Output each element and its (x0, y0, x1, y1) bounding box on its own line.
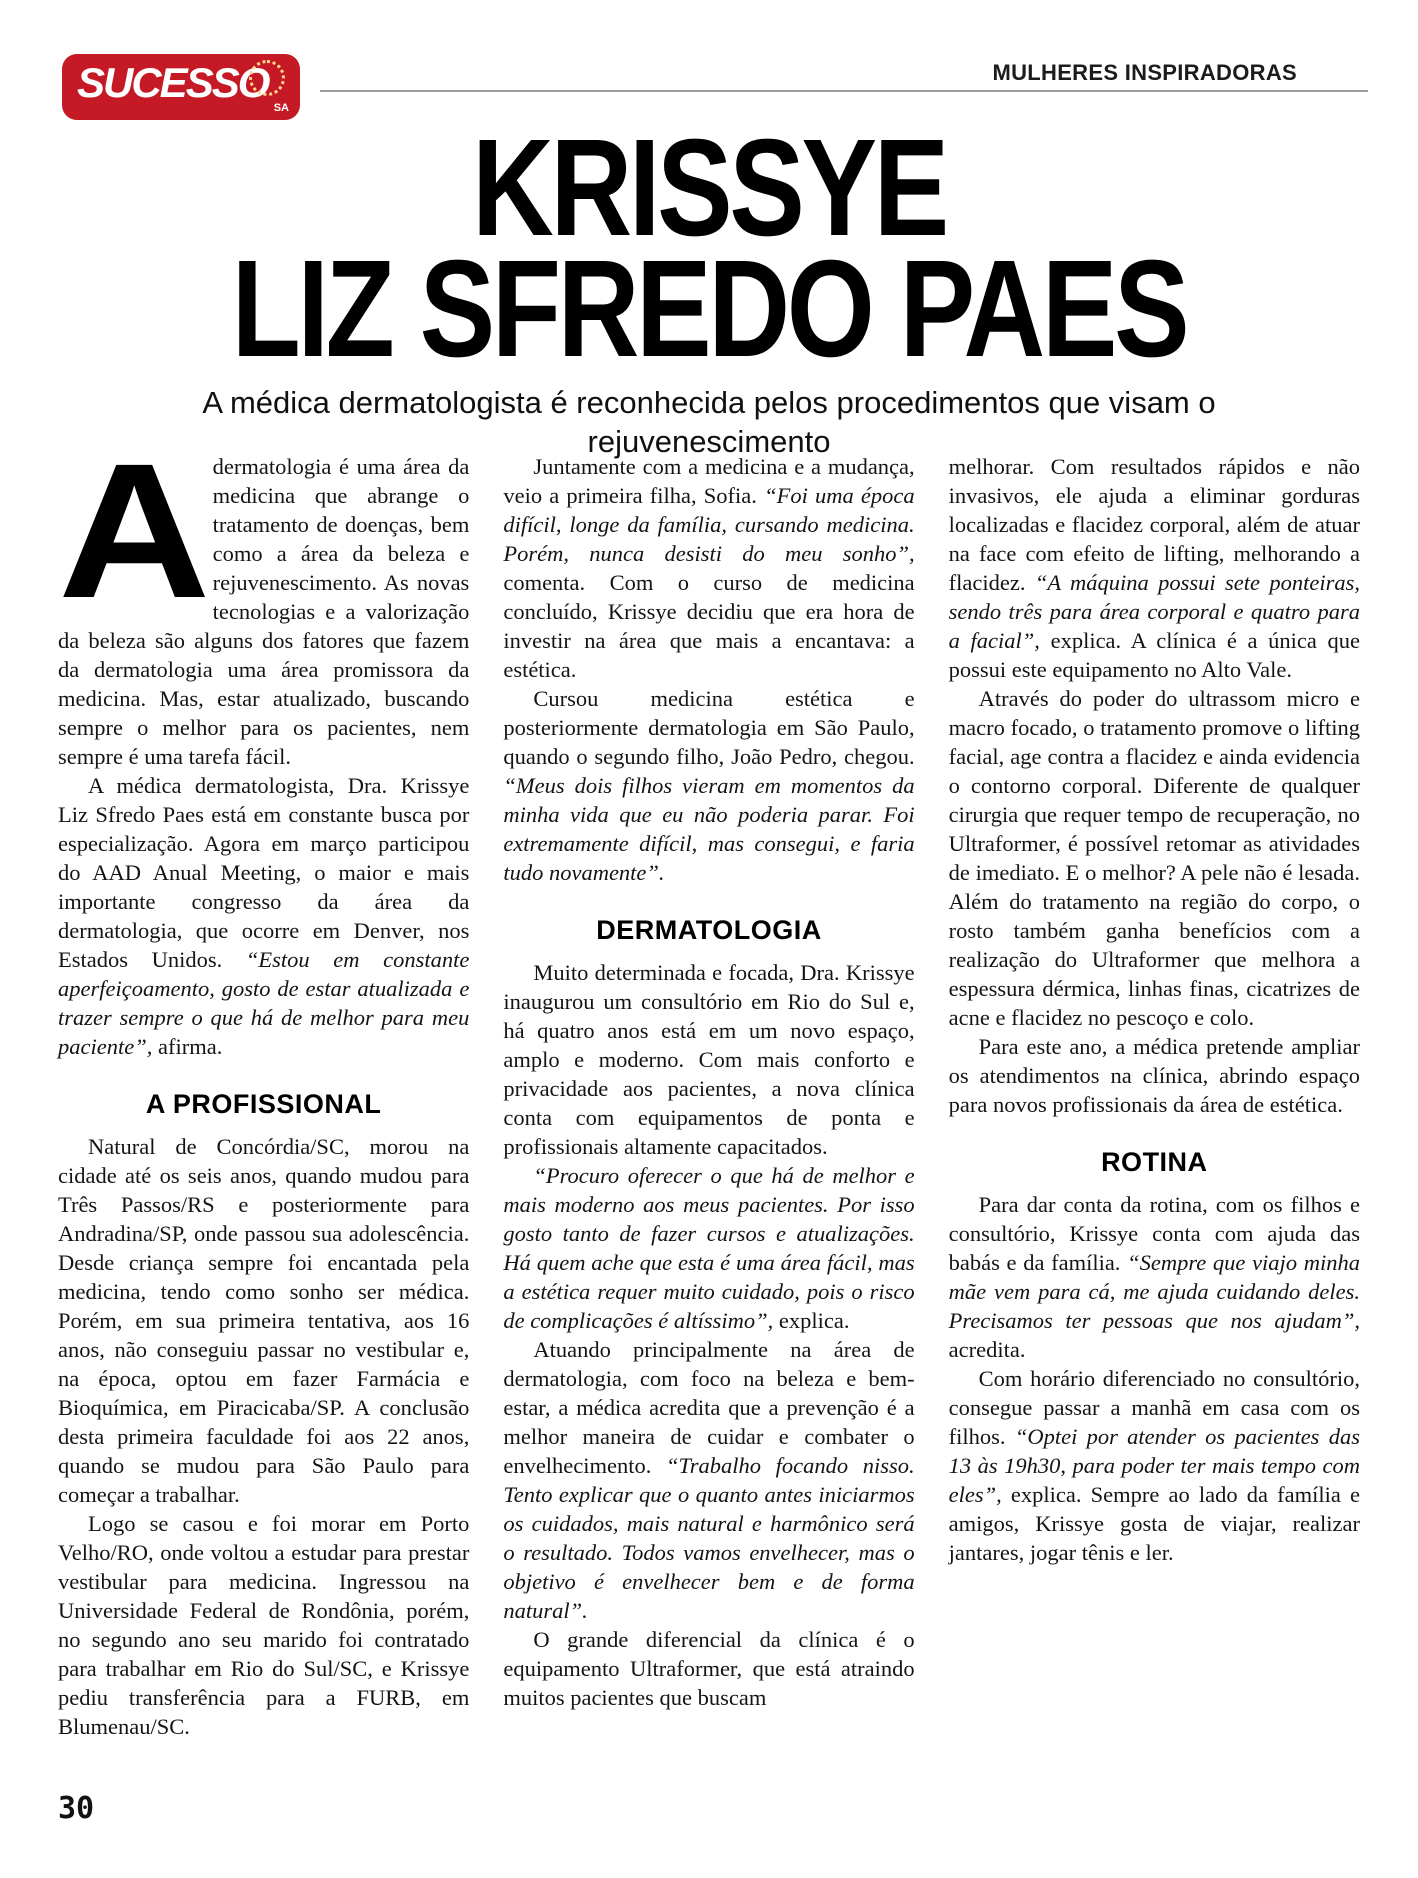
article-paragraph (503, 1161, 914, 1335)
article-paragraph (58, 1509, 469, 1741)
article-paragraph (949, 684, 1360, 1032)
logo-text: SUCESSO (77, 59, 269, 106)
section-heading: DERMATOLOGIA (596, 915, 822, 945)
body-text: comenta. Com o curso de medicina concluído, Krissye decidiu que era hora de investir na área que mais a encantava: a estética. (503, 570, 915, 682)
body-text: Logo se casou e foi morar em Porto Velho/RO, onde voltou a estudar para prestar vestibular para medicina. Ingressou na Universidade Federal de Rondônia, porém, no segundo ano seu marido foi contratado para trabalhar em Rio do Sul/SC, e Krissye pediu transferência para a FURB, em Blumenau/SC. (58, 1511, 470, 1739)
body-text: dermatologia é uma área da medicina que abrange o tratamento de doenças, bem como a área da beleza e rejuvenescimento. As novas tecnologias e a valorização da beleza são alguns dos fatores que fazem da dermatologia uma área promissora da medicina. Mas, estar atualizado, buscando sempre o melhor para os pacientes, nem sempre é uma tarefa fácil. (58, 454, 470, 769)
article-paragraph (949, 1032, 1360, 1119)
article-paragraph (58, 1132, 469, 1509)
title-line-2: LIZ SFREDO PAES (231, 232, 1187, 387)
body-text: O grande diferencial da clínica é o equipamento Ultraformer, que está atraindo muitos pacientes que buscam (503, 1627, 915, 1710)
section-label: MULHERES INSPIRADORAS (986, 62, 1303, 84)
title-line-1: KRISSYE (472, 111, 946, 265)
article-paragraph (949, 452, 1360, 684)
body-text: explica. (773, 1308, 850, 1333)
body-text: explica. A clínica é a única que possui este equipamento no Alto Vale. (948, 628, 1360, 682)
section-heading: ROTINA (1101, 1147, 1208, 1177)
article-body (58, 423, 1360, 1741)
header-rule (320, 90, 1368, 92)
quote-text: “Meus dois filhos vieram em momentos da minha vida que eu não poderia parar. Foi extremamente difícil, mas consegui, e faria tudo novamente”. (503, 773, 915, 885)
article-paragraph (58, 771, 469, 1061)
body-text: Atuando principalmente na área de dermatologia, com foco na beleza e bem-estar, a médica acredita que a prevenção é a melhor maneira de cuidar e combater o envelhecimento. (503, 1337, 915, 1478)
article-column (58, 423, 470, 1741)
quote-text: “Optei por atender os pacientes das 13 às 19h30, para poder ter mais tempo com eles”, (948, 1424, 1360, 1507)
body-text: Natural de Concórdia/SC, morou na cidade até os seis anos, quando mudou para Três Passos/RS e posteriormente para Andradina/SP, onde passou sua adolescência. Desde criança sempre foi encantada pela medicina, tendo como sonho ser médica. Porém, em sua primeira tentativa, aos 16 anos, não conseguiu passar no vestibular e, na época, optou em fazer Farmácia e Bioquímica, em Piracicaba/SP. A conclusão desta primeira faculdade foi aos 22 anos, quando se mudou para São Paulo para começar a trabalhar. (58, 1134, 470, 1507)
quote-text: “Sempre que viajo minha mãe vem para cá, me ajuda cuidando deles. Precisamos ter pessoas que nos ajudam”, (948, 1250, 1360, 1333)
article-column (503, 452, 914, 1741)
body-text: Com horário diferenciado no consultório, consegue passar a manhã em casa com os filhos. (948, 1366, 1360, 1449)
quote-text: “Trabalho focando nisso. Tento explicar que o quanto antes iniciarmos os cuidados, mais natural e harmônico será o resultado. Todos vamos envelhecer, mas o objetivo é envelhecer bem e de forma natural”. (503, 1453, 915, 1623)
sucesso-logo (62, 54, 300, 120)
article-paragraph (503, 958, 914, 1161)
quote-text: “Estou em constante aperfeiçoamento, gosto de estar atualizada e trazer sempre o que há de melhor para meu paciente”, (58, 947, 470, 1059)
article-paragraph (58, 423, 470, 771)
body-text: Cursou medicina estética e posteriormente dermatologia em São Paulo, quando o segundo filho, João Pedro, chegou. (503, 686, 915, 769)
globe-icon (249, 60, 285, 96)
body-text: Através do poder do ultrassom micro e macro focado, o tratamento promove o lifting facial, age contra a flacidez e ainda evidencia o contorno corporal. Diferente de qualquer cirurgia que requer tempo de recuperação, no Ultraformer, é possível retomar as atividades de imediato. E o melhor? A pele não é lesada. Além do tratamento na região do corpo, o rosto também ganha benefícios com a realização do Ultraformer que melhora a espessura dérmica, linhas finas, cicatrizes de acne e flacidez no pescoço e colo. (948, 686, 1360, 1030)
article-title (0, 111, 1418, 387)
logo-subtext: SA (273, 102, 289, 114)
article-column (949, 452, 1360, 1741)
body-text: A médica dermatologista, Dra. Krissye Liz Sfredo Paes está em constante busca por especialização. Agora em março participou do AAD Anual Meeting, o maior e mais importante congresso da área da dermatologia, que ocorre em Denver, nos Estados Unidos. (58, 773, 470, 972)
article-paragraph (503, 1335, 914, 1625)
body-text: Para este ano, a médica pretende ampliar os atendimentos na clínica, abrindo espaço para novos profissionais da área de estética. (948, 1034, 1360, 1117)
article-paragraph (503, 684, 914, 887)
body-text: Muito determinada e focada, Dra. Krissye inaugurou um consultório em Rio do Sul e, há quatro anos está em um novo espaço, amplo e moderno. Com mais conforto e privacidade aos pacientes, a nova clínica conta com equipamentos de ponta e profissionais altamente capacitados. (503, 960, 915, 1159)
section-heading: A PROFISSIONAL (145, 1089, 382, 1119)
article-paragraph (949, 1190, 1360, 1364)
article-paragraph (949, 1364, 1360, 1567)
body-text: explica. Sempre ao lado da família e amigos, Krissye gosta de viajar, realizar jantares, jogar tênis e ler. (948, 1482, 1360, 1565)
page-number: 30 (58, 1791, 95, 1826)
body-text: afirma. (152, 1034, 223, 1059)
quote-text: “A máquina possui sete ponteiras, sendo três para área corporal e quatro para a facial”, (948, 570, 1360, 653)
article-paragraph (503, 452, 914, 684)
body-text: Para dar conta da rotina, com os filhos e consultório, Krissye conta com ajuda das babás e da família. (948, 1192, 1360, 1275)
quote-text: “Procuro oferecer o que há de melhor e mais moderno aos meus pacientes. Por isso gosto tanto de fazer cursos e atualizações. Há quem ache que esta é uma área fácil, mas a estética requer muito cuidado, pois o risco de complicações é altíssimo”, (503, 1163, 915, 1333)
body-text: melhorar. Com resultados rápidos e não invasivos, ele ajuda a eliminar gorduras localizadas e flacidez corporal, além de atuar na face com efeito de lifting, melhorando a flacidez. (948, 454, 1360, 595)
body-text: Juntamente com a medicina e a mudança, veio a primeira filha, Sofia. (503, 454, 915, 508)
body-text: acredita. (948, 1337, 1026, 1362)
drop-cap: A (58, 423, 211, 638)
quote-text: “Foi uma época difícil, longe da família, cursando medicina. Porém, nunca desisti do meu sonho”, (503, 483, 915, 566)
article-subtitle: A médica dermatologista é reconhecida pelos procedimentos que visam o rejuvenescimento (202, 385, 1216, 459)
article-paragraph (503, 1625, 914, 1712)
